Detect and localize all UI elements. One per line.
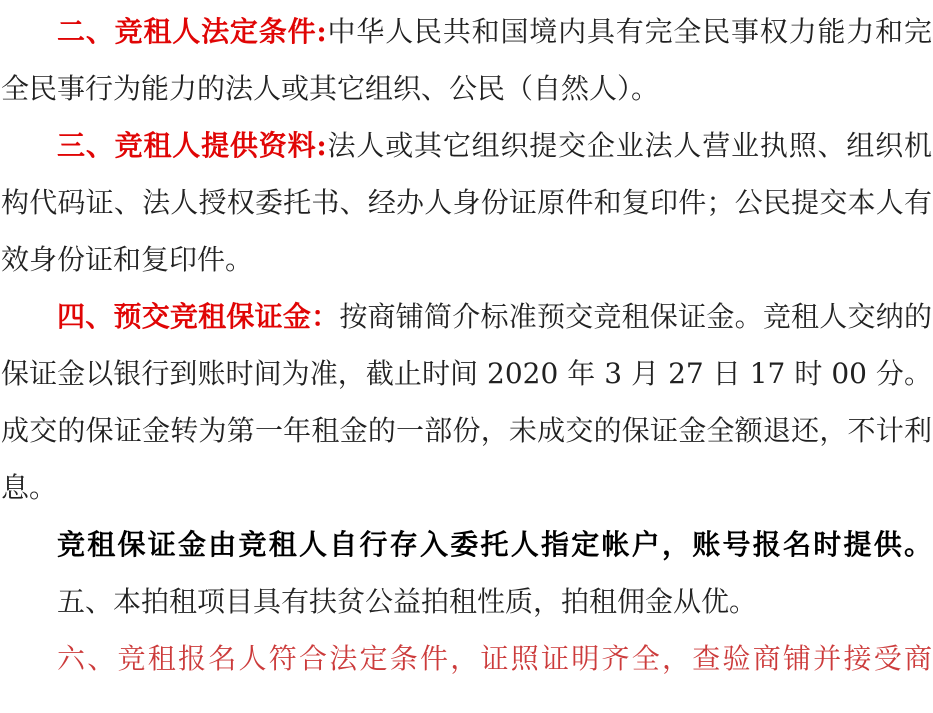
section-heading-deposit: 四、预交竞租保证金：: [57, 300, 340, 333]
section-deposit: [1, 288, 932, 516]
section-body-materials: 法人或其它组织提交企业法人营业执照、组织机构代码证、法人授权委托书、经办人身份证原件和复印件；公民提交本人有效身份证和复印件。: [1, 129, 932, 276]
section-materials: [1, 117, 932, 288]
section-heading-materials: 三、竞租人提供资料:: [57, 129, 327, 162]
deposit-account-notice: 竞租保证金由竞租人自行存入委托人指定帐户，账号报名时提供。: [57, 528, 932, 561]
section-body-deposit: 按商铺简介标准预交竞租保证金。竞租人交纳的保证金以银行到账时间为准，截止时间 2020 年 3 月 27 日 17 时 00 分。成交的保证金转为第一年租金的一部份，未成交的保证金全额退还，不计利息。: [1, 300, 932, 504]
registration-notice: 六、竞租报名人符合法定条件，证照证明齐全，查验商铺并接受商: [57, 642, 932, 675]
section-poverty-alleviation: 五、本拍租项目具有扶贫公益拍租性质，拍租佣金从优。: [57, 585, 758, 618]
section-body-legal-conditions: 中华人民共和国境内具有完全民事权力能力和完全民事行为能力的法人或其它组织、公民（自然人）。: [1, 15, 932, 105]
section-legal-conditions: [1, 3, 932, 117]
section-heading-legal-conditions: 二、竞租人法定条件:: [57, 15, 327, 48]
